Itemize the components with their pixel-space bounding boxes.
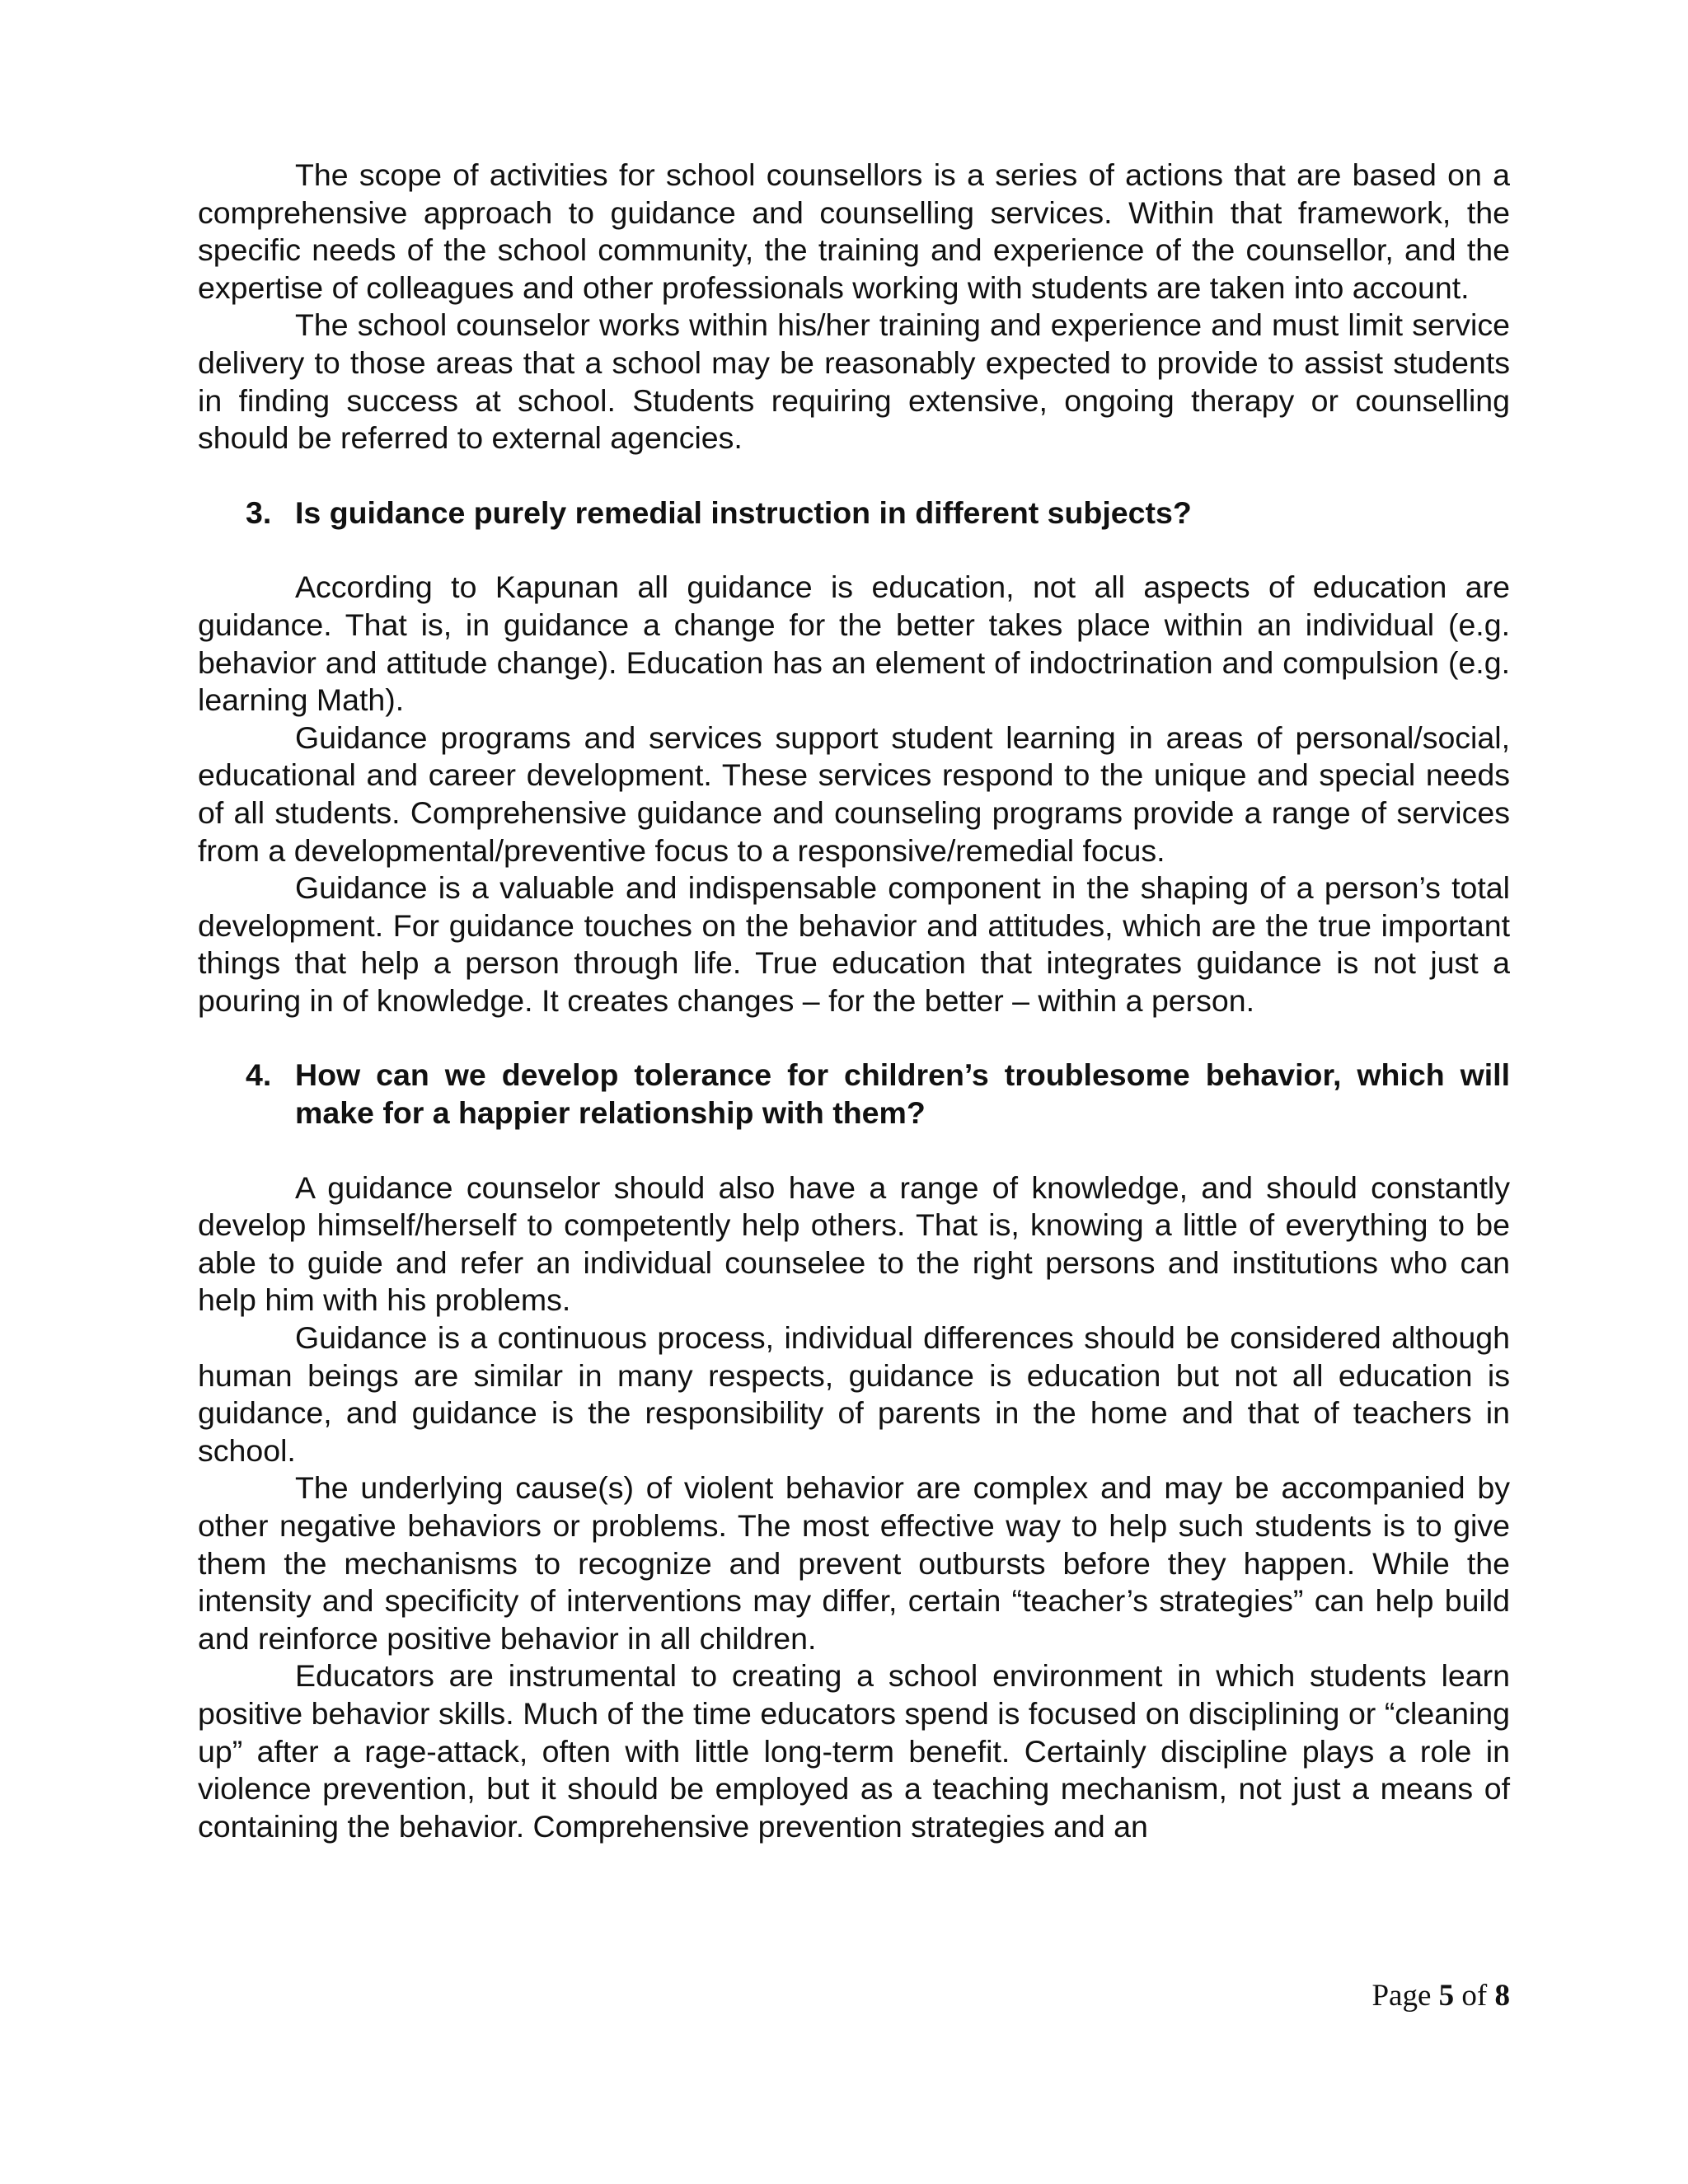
question-3-paragraph-2: Guidance programs and services support student learning in areas of personal/social, educational and career development. These services respond to the unique and special needs of all students. Comprehensive guidance and counseling programs provide a range of services from a developmental/preventive focus to a responsive/remedial focus. bbox=[198, 719, 1510, 868]
page-number-footer bbox=[1372, 1978, 1510, 2013]
page-label: Page bbox=[1372, 1979, 1432, 2013]
question-3-text: Is guidance purely remedial instruction in different subjects? bbox=[295, 494, 1192, 530]
question-4-paragraph-4: Educators are instrumental to creating a school environment in which students learn positive behavior skills. Much of the time educators spend is focused on disciplining or “cleaning up” after a rage-attack, often with little long-term benefit. Certainly discipline plays a role in violence prevention, but it should be employed as a teaching mechanism, not just a means of containing the behavior. Comprehensive prevention strategies and an bbox=[198, 1658, 1510, 1844]
question-4-paragraph-3: The underlying cause(s) of violent behavior are complex and may be accompanied by other negative behaviors or problems. The most effective way to help such students is to give them the mechanisms to recognize and prevent outbursts before they happen. While the intensity and specificity of interventions may differ, certain “teacher’s strategies” can help build and reinforce positive behavior in all children. bbox=[198, 1470, 1510, 1656]
question-4-text: How can we develop tolerance for children’s troublesome behavior, which will make for a happier relationship with them? bbox=[295, 1057, 1510, 1131]
question-3-heading bbox=[198, 494, 1510, 532]
paragraph-intro-2: The school counselor works within his/her training and experience and must limit service delivery to those areas that a school may be reasonably expected to provide to assist students in finding success at school. Students requiring extensive, ongoing therapy or counselling should be referred to external agencies. bbox=[198, 307, 1510, 456]
question-4-paragraph-2: Guidance is a continuous process, individual differences should be considered although human beings are similar in many respects, guidance is education but not all education is guidance, and guidance is the responsibility of parents in the home and that of teachers in school. bbox=[198, 1320, 1510, 1468]
question-3-paragraph-1: According to Kapunan all guidance is education, not all aspects of education are guidance. That is, in guidance a change for the better takes place within an individual (e.g. behavior and attitude change). Education has an element of indoctrination and compulsion (e.g. learning Math). bbox=[198, 569, 1510, 718]
page-body bbox=[198, 157, 1510, 1845]
question-3-paragraph-3: Guidance is a valuable and indispensable component in the shaping of a person’s total development. For guidance touches on the behavior and attitudes, which are the true important things that help a person through life. True education that integrates guidance is not just a pouring in of knowledge. It creates changes – for the better – within a person. bbox=[198, 870, 1510, 1018]
of-label: of bbox=[1461, 1979, 1488, 2013]
question-4-number: 4. bbox=[246, 1057, 272, 1093]
question-4-heading bbox=[198, 1057, 1510, 1132]
question-4-paragraph-1: A guidance counselor should also have a range of knowledge, and should constantly develop himself/herself to competently help others. That is, knowing a little of everything to be able to guide and refer an individual counselee to the right persons and institutions who can help him with his problems. bbox=[198, 1169, 1510, 1318]
question-3-number: 3. bbox=[246, 494, 272, 530]
total-pages-number: 8 bbox=[1494, 1979, 1510, 2013]
paragraph-intro-1: The scope of activities for school counsellors is a series of actions that are based on a comprehensive approach to guidance and counselling services. Within that framework, the specific needs of the school community, the training and experience of the counsellor, and the expertise of colleagues and other professionals working with students are taken into account. bbox=[198, 157, 1510, 305]
current-page-number: 5 bbox=[1438, 1979, 1455, 2013]
